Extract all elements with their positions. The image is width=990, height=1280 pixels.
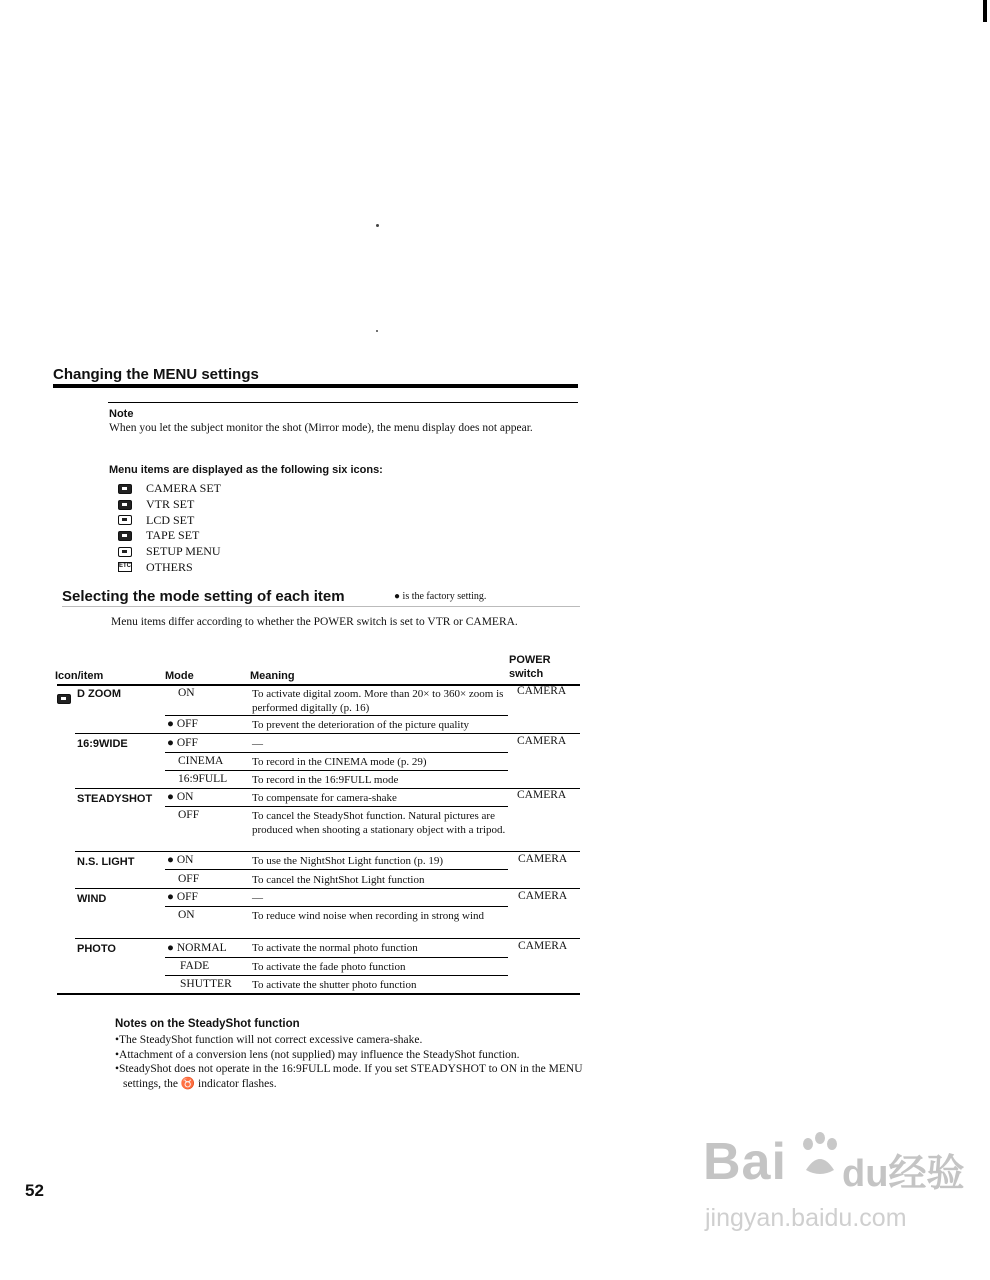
column-header-power-line: POWER [509, 654, 551, 666]
table-meaning: To cancel the NightShot Light function [252, 874, 425, 886]
table-item-label: D ZOOM [77, 688, 121, 700]
factory-setting-note: ● is the factory setting. [394, 591, 487, 602]
table-item-label: WIND [77, 893, 107, 905]
table-power: CAMERA [517, 789, 567, 801]
table-row-rule [165, 770, 508, 771]
table-meaning: — [252, 738, 263, 750]
table-power: CAMERA [517, 735, 567, 747]
table-mode: CINEMA [178, 755, 224, 767]
menu-icon-label: LCD SET [146, 512, 195, 527]
table-row-rule [75, 733, 580, 734]
others-icon: ETC [118, 562, 132, 572]
watermark-brand: Bai [703, 1133, 787, 1191]
table-mode: ● OFF [167, 891, 198, 903]
table-mode: FADE [180, 960, 210, 972]
table-row-rule [75, 788, 580, 789]
table-power: CAMERA [518, 853, 568, 865]
page-corner-mark [983, 0, 987, 22]
camera-set-icon [57, 694, 71, 704]
list-item [118, 512, 221, 528]
table-meaning: To activate the fade photo function [252, 961, 406, 973]
watermark-url: jingyan.baidu.com [705, 1204, 907, 1232]
table-meaning: To cancel the SteadyShot function. Natural pictures are produced when shooting a stationary object with a tripod. [252, 810, 506, 836]
scan-speck [376, 224, 379, 227]
notes-heading: Notes on the SteadyShot function [115, 1018, 300, 1030]
table-meaning: To activate the normal photo function [252, 942, 418, 954]
table-item-label: 16:9WIDE [77, 738, 128, 750]
table-header-rule [57, 684, 580, 686]
watermark-cn-text: 经验 [888, 1153, 965, 1195]
menu-icon-label: CAMERA SET [146, 481, 222, 496]
table-item-label: STEADYSHOT [77, 793, 153, 805]
column-header-mode: Mode [165, 670, 194, 682]
table-row-rule [75, 888, 580, 889]
menu-icon-label: OTHERS [146, 559, 193, 574]
table-row-rule [165, 869, 508, 870]
note-rule [108, 402, 578, 403]
table-mode: ● OFF [167, 737, 198, 749]
title-rule [53, 384, 578, 388]
page-title: Changing the MENU settings [53, 366, 259, 383]
section-underline [62, 606, 580, 607]
table-mode: ● ON [167, 791, 194, 803]
menu-icon-label: SETUP MENU [146, 544, 221, 559]
table-power: CAMERA [518, 940, 568, 952]
lcd-set-icon [118, 515, 132, 525]
table-mode: ● ON [167, 854, 194, 866]
menu-icon-label: VTR SET [146, 497, 195, 512]
table-item-label: N.S. LIGHT [77, 856, 135, 868]
table-mode: OFF [178, 873, 200, 885]
table-item-label: PHOTO [77, 943, 116, 955]
table-meaning: — [252, 892, 263, 904]
list-item [118, 544, 221, 560]
table-meaning: To compensate for camera-shake [252, 792, 397, 804]
table-meaning: To reduce wind noise when recording in strong wind [252, 910, 485, 922]
note-text: When you let the subject monitor the shot (Mirror mode), the menu display does not appear. [109, 422, 533, 434]
camera-set-icon [118, 484, 132, 494]
table-mode: SHUTTER [180, 978, 232, 990]
watermark-brand-2 [842, 1142, 964, 1197]
table-mode: ● NORMAL [167, 942, 227, 954]
column-header-power [509, 653, 551, 681]
table-meaning: To activate digital zoom. More than 20× to 360× zoom is performed digitally (p. 16) [252, 688, 504, 714]
table-mode: ON [178, 909, 195, 921]
note-heading: Note [109, 408, 134, 420]
list-item [118, 528, 221, 544]
table-meaning: To prevent the deterioration of the picture quality [252, 719, 470, 731]
table-row-rule [75, 938, 580, 939]
table-power: CAMERA [518, 890, 568, 902]
column-header-meaning: Meaning [250, 670, 295, 682]
menu-icon-list [118, 481, 221, 575]
table-row-rule [165, 906, 508, 907]
notes-list [115, 1033, 585, 1091]
table-row-rule [165, 975, 508, 976]
table-mode: ON [178, 687, 195, 699]
table-meaning: To record in the CINEMA mode (p. 29) [252, 756, 427, 768]
column-header-item: Icon/item [55, 670, 104, 682]
watermark-logo [703, 1132, 787, 1192]
vtr-set-icon [118, 500, 132, 510]
table-mode: OFF [178, 809, 200, 821]
table-meaning: To record in the 16:9FULL mode [252, 774, 399, 786]
table-meaning: To activate the shutter photo function [252, 979, 417, 991]
list-item: • SteadyShot does not operate in the 16:9FULL mode. If you set STEADYSHOT to ON in the MENU settings, the ♉ indicator flashes. [115, 1062, 585, 1091]
table-meaning: To use the NightShot Light function (p. 19) [252, 855, 444, 867]
list-item [118, 559, 221, 575]
table-row-rule [165, 715, 508, 716]
table-row-rule [165, 752, 508, 753]
section-title: Selecting the mode setting of each item [62, 588, 345, 605]
list-item [118, 497, 221, 513]
table-mode: 16:9FULL [178, 773, 228, 785]
table-bottom-rule [57, 993, 580, 995]
tape-set-icon [118, 531, 132, 541]
list-item [118, 481, 221, 497]
table-row-rule [75, 851, 580, 852]
table-mode: ● OFF [167, 718, 198, 730]
table-row-rule [165, 957, 508, 958]
table-power: CAMERA [517, 685, 567, 697]
menu-icon-label: TAPE SET [146, 528, 200, 543]
setup-menu-icon [118, 547, 132, 557]
table-row-rule [165, 806, 508, 807]
watermark-brand-text: du [842, 1153, 889, 1195]
column-header-power-line: switch [509, 668, 544, 680]
list-item: • Attachment of a conversion lens (not supplied) may influence the SteadyShot function. [115, 1048, 585, 1063]
section-intro: Menu items differ according to whether the POWER switch is set to VTR or CAMERA. [111, 616, 518, 628]
page-number: 52 [25, 1181, 44, 1200]
list-item: • The SteadyShot function will not correct excessive camera-shake. [115, 1033, 585, 1048]
scan-speck [376, 330, 378, 332]
paw-icon [800, 1130, 840, 1180]
icons-heading: Menu items are displayed as the following six icons: [109, 464, 383, 476]
